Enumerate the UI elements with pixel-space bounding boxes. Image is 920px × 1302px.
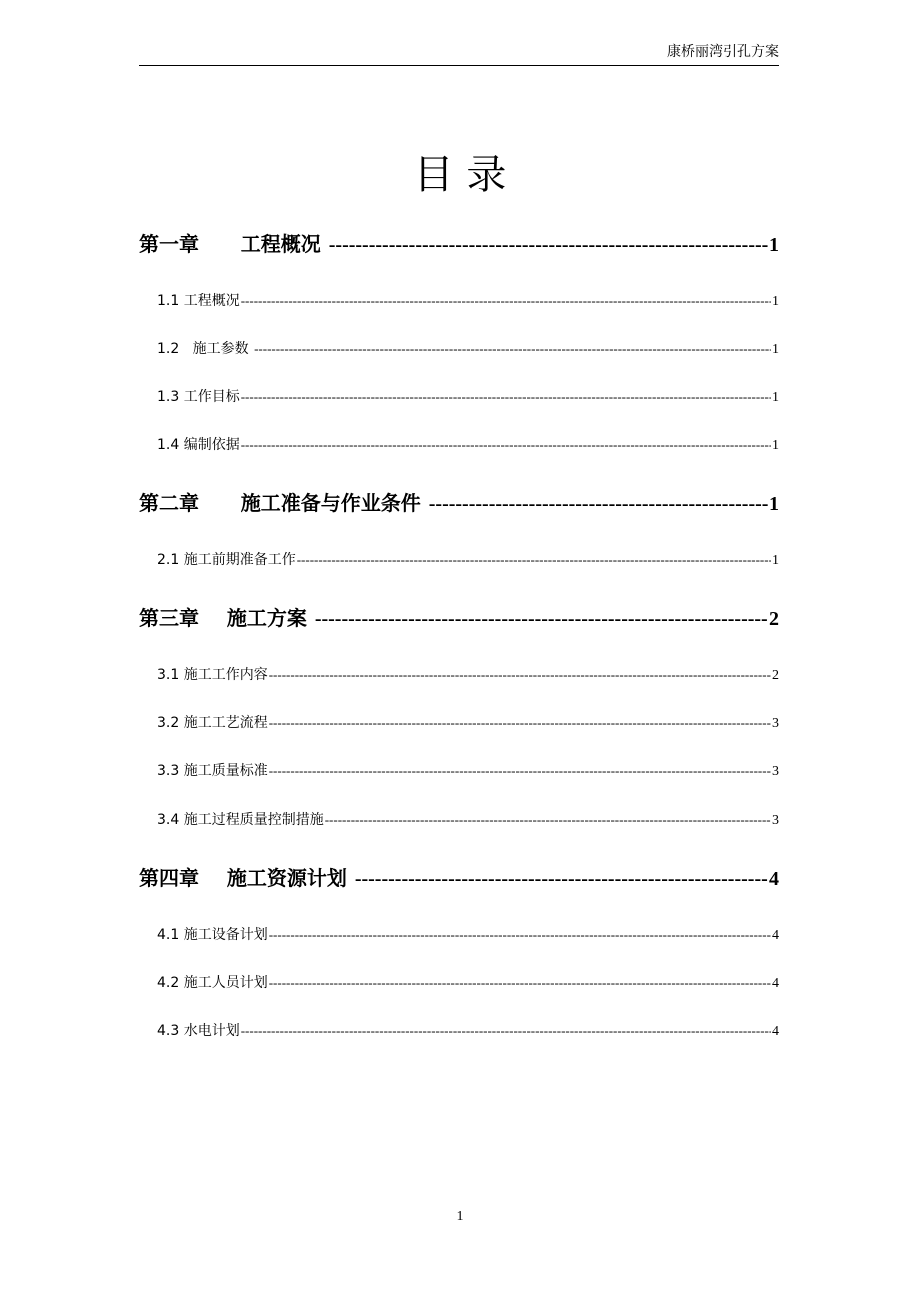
- toc-entry-label: 4.3 水电计划: [157, 1023, 240, 1039]
- toc-entry-label: 2.1 施工前期准备工作: [157, 552, 296, 568]
- toc-section-1-1[interactable]: [157, 291, 779, 311]
- toc-dot-leader: [241, 435, 771, 455]
- toc-entry-label: 3.2 施工工艺流程: [157, 715, 268, 731]
- toc-page-number: 1: [772, 438, 779, 453]
- toc-page-number: 1: [772, 294, 779, 309]
- toc-entry-label: 第三章 施工方案: [139, 606, 314, 630]
- toc-entry-label: 1.3 工作目标: [157, 389, 240, 405]
- toc-chapter-1[interactable]: [139, 229, 779, 259]
- toc-entry-label: 第二章 施工准备与作业条件: [139, 491, 428, 515]
- page-number-footer: 1: [456, 1209, 464, 1224]
- toc-chapter-2[interactable]: [139, 488, 779, 518]
- toc-page-number: 2: [769, 608, 779, 630]
- toc-entry-label: 3.4 施工过程质量控制措施: [157, 812, 324, 828]
- toc-dot-leader: [269, 665, 771, 685]
- toc-dot-leader: [297, 550, 771, 570]
- toc-dot-leader: [269, 713, 771, 733]
- toc-page-number: 4: [772, 928, 779, 943]
- toc-entry-label: 3.3 施工质量标准: [157, 763, 268, 779]
- toc-entry-label: 1.4 编制依据: [157, 437, 240, 453]
- toc-dot-leader: [269, 925, 771, 945]
- toc-section-1-3[interactable]: [157, 387, 779, 407]
- toc-page-number: 4: [772, 1024, 779, 1039]
- document-header-title: 康桥丽湾引孔方案: [667, 44, 779, 60]
- header-divider: [139, 65, 779, 66]
- toc-section-3-3[interactable]: [157, 761, 779, 781]
- toc-page-number: 3: [772, 764, 779, 779]
- toc-section-2-1[interactable]: [157, 550, 779, 570]
- toc-chapter-3[interactable]: [139, 603, 779, 633]
- toc-page-number: 1: [769, 234, 779, 256]
- toc-entry-label: 3.1 施工工作内容: [157, 667, 268, 683]
- toc-page-number: 1: [772, 390, 779, 405]
- toc-page-number: 4: [772, 976, 779, 991]
- toc-dot-leader: [329, 230, 768, 260]
- toc-dot-leader: [241, 291, 771, 311]
- toc-page-number: 1: [772, 553, 779, 568]
- toc-section-3-1[interactable]: [157, 665, 779, 685]
- toc-chapter-4[interactable]: [139, 863, 779, 893]
- toc-entry-label: 第四章 施工资源计划: [139, 866, 354, 890]
- toc-entry-label: 1.2 施工参数: [157, 341, 254, 357]
- toc-dot-leader: [429, 489, 768, 519]
- toc-section-1-2[interactable]: [157, 339, 779, 359]
- toc-entry-label: 4.1 施工设备计划: [157, 927, 268, 943]
- toc-dot-leader: [241, 1021, 771, 1041]
- toc-section-3-4[interactable]: [157, 810, 779, 830]
- toc-entry-label: 4.2 施工人员计划: [157, 975, 268, 991]
- toc-entry-label: 第一章 工程概况: [139, 232, 328, 256]
- toc-section-1-4[interactable]: [157, 435, 779, 455]
- toc-page-number: 2: [772, 668, 779, 683]
- toc-dot-leader: [315, 604, 768, 634]
- toc-dot-leader: [355, 864, 768, 894]
- toc-page-number: 4: [769, 868, 779, 890]
- toc-heading: 目 录: [413, 152, 507, 198]
- toc-section-4-2[interactable]: [157, 973, 779, 993]
- toc-entry-label: 1.1 工程概况: [157, 293, 240, 309]
- toc-section-4-3[interactable]: [157, 1021, 779, 1041]
- toc-section-3-2[interactable]: [157, 713, 779, 733]
- toc-page-number: 3: [772, 716, 779, 731]
- toc-dot-leader: [269, 973, 771, 993]
- toc-dot-leader: [241, 387, 771, 407]
- toc-section-4-1[interactable]: [157, 925, 779, 945]
- toc-page-number: 1: [769, 493, 779, 515]
- toc-page-number: 1: [772, 342, 779, 357]
- toc-dot-leader: [254, 339, 771, 359]
- toc-dot-leader: [325, 810, 771, 830]
- toc-dot-leader: [269, 761, 771, 781]
- toc-page-number: 3: [772, 813, 779, 828]
